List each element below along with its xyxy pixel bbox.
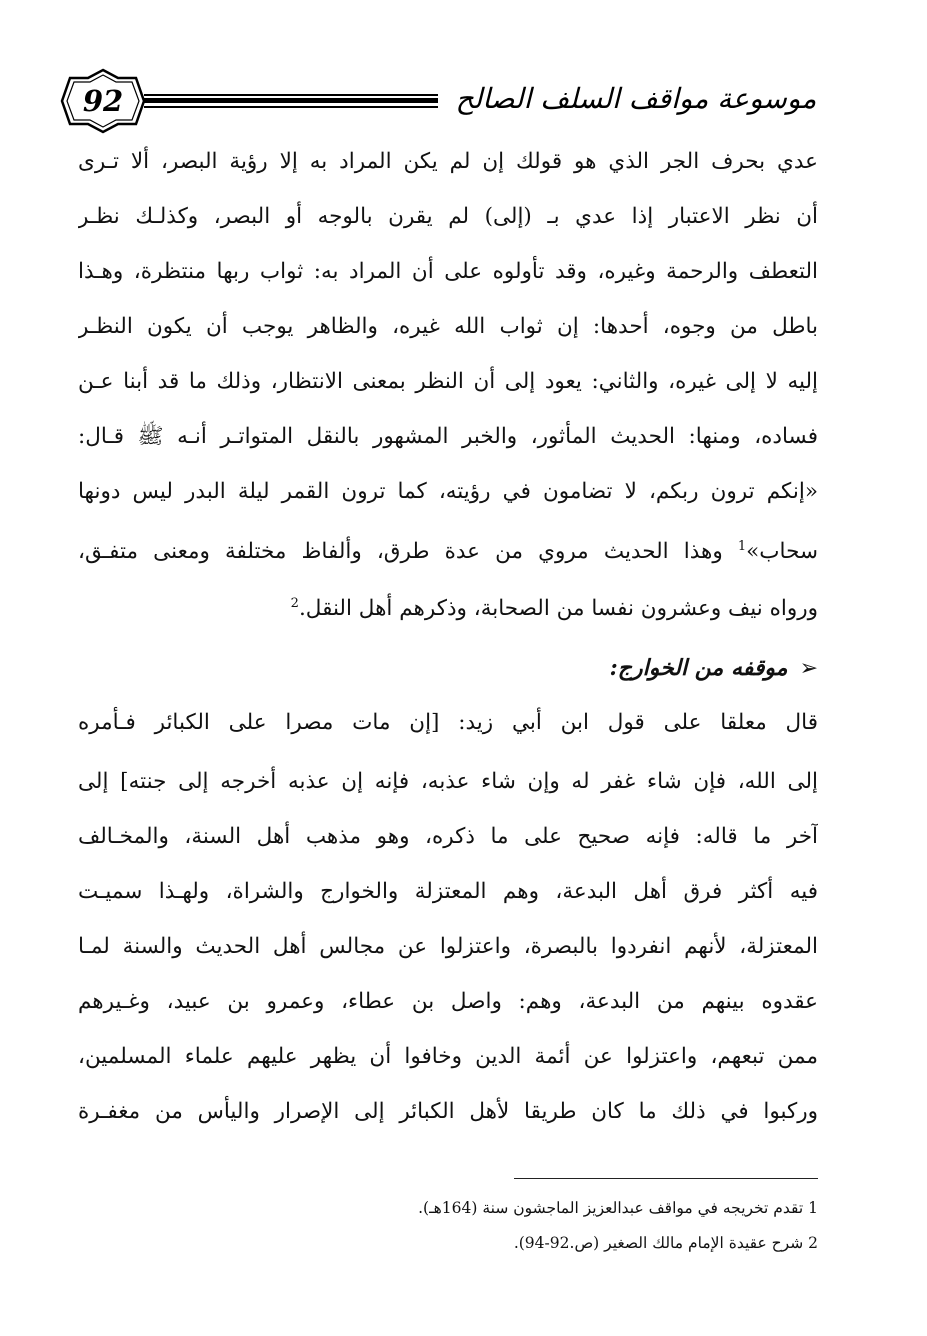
text-fragment: وهذا الحديث مروي من عدة طرق، وألفاظ مختلفة ومعنى متفـق، [78, 539, 723, 564]
footnote-reference[interactable]: 2 [290, 595, 299, 611]
section-heading-text: موقفه من الخوارج: [609, 655, 788, 681]
page-number: 92 [82, 84, 124, 118]
text-line: المعتزلة، لأنهم انفردوا بالبصرة، واعتزلوا عن مجالس أهل الحديث والسنة لمـا [78, 934, 818, 959]
text-line: عقدوه بينهم من البدعة، وهم: واصل بن عطاء، وعمرو بن عبيد، وغـيرهم [78, 989, 818, 1014]
page-header [60, 68, 830, 134]
text-line: قال معلقا على قول ابن أبي زيد: [إن مات مصرا على الكبائر فـأمره [78, 710, 818, 735]
text-fragment: سحاب» [746, 539, 818, 564]
text-line: فساده، ومنها: الحديث المأثور، والخبر المشهور بالنقل المتواتـر أنـه ﷺ قـال: [78, 424, 818, 449]
text-line: عدي بحرف الجر الذي هو قولك إن لم يكن المراد به إلا رؤية البصر، ألا تـرى [78, 149, 818, 174]
page-number-badge [60, 68, 146, 134]
footnote-2: 2 شرح عقيدة الإمام مالك الصغير (ص.92-94). [513, 1234, 818, 1252]
text-fragment: ورواه نيف وعشرون نفسا من الصحابة، وذكرهم أهل النقل. [298, 596, 818, 621]
footnote-reference[interactable]: 1 [737, 538, 747, 554]
book-title: موسوعة مواقف السلف الصالح [455, 82, 817, 115]
text-line: إليه لا إلى غيره، والثاني: يعود إلى أن النظر بمعنى الانتظار، وذلك ما قد أبنا عـن [78, 369, 818, 394]
header-rule [144, 94, 438, 108]
text-line: أن نظر الاعتبار إذا عدي بـ (إلى) لم يقرن بالوجه أو البصر، وكذلـك نظـر [78, 204, 818, 229]
text-line-with-footnote [78, 589, 818, 629]
text-line: «إنكم ترون ربكم، لا تضامون في رؤيته، كما ترون القمر ليلة البدر ليس دونها [78, 479, 818, 504]
text-line-with-footnote [78, 532, 818, 572]
text-line: باطل من وجوه، أحدها: إن ثواب الله غيره، والظاهر يوجب أن يكون النظـر [78, 314, 818, 339]
arrow-bullet-icon: ➢ [799, 656, 818, 681]
text-line: ممن تبعهم، واعتزلوا عن أئمة الدين وخافوا أن يظهر عليهم علماء المسلمين، [78, 1044, 818, 1069]
text-line: التعطف والرحمة وغيره، وقد تأولوه على أن المراد به: ثواب ربها منتظرة، وهـذا [78, 259, 818, 284]
section-heading [78, 648, 818, 688]
text-line: إلى الله، فإن شاء غفر له وإن شاء عذبه، فإنه إن عذبه أخرجه إلى جنته] إلى [78, 769, 818, 794]
footnote-1: 1 تقدم تخريجه في مواقف عبدالعزيز الماجشون سنة (164هـ). [418, 1199, 818, 1217]
text-line: آخر ما قاله: فإنه صحيح على ما ذكره، وهو مذهب أهل السنة، والمخـالف [78, 824, 818, 849]
footnote-divider [514, 1178, 818, 1179]
text-line: فيه أكثر فرق أهل البدعة، وهم المعتزلة والخوارج والشراة، ولهـذا سميـت [78, 879, 818, 904]
text-line: وركبوا في ذلك ما كان طريقا لأهل الكبائر إلى الإصرار واليأس من مغفـرة [78, 1099, 818, 1124]
